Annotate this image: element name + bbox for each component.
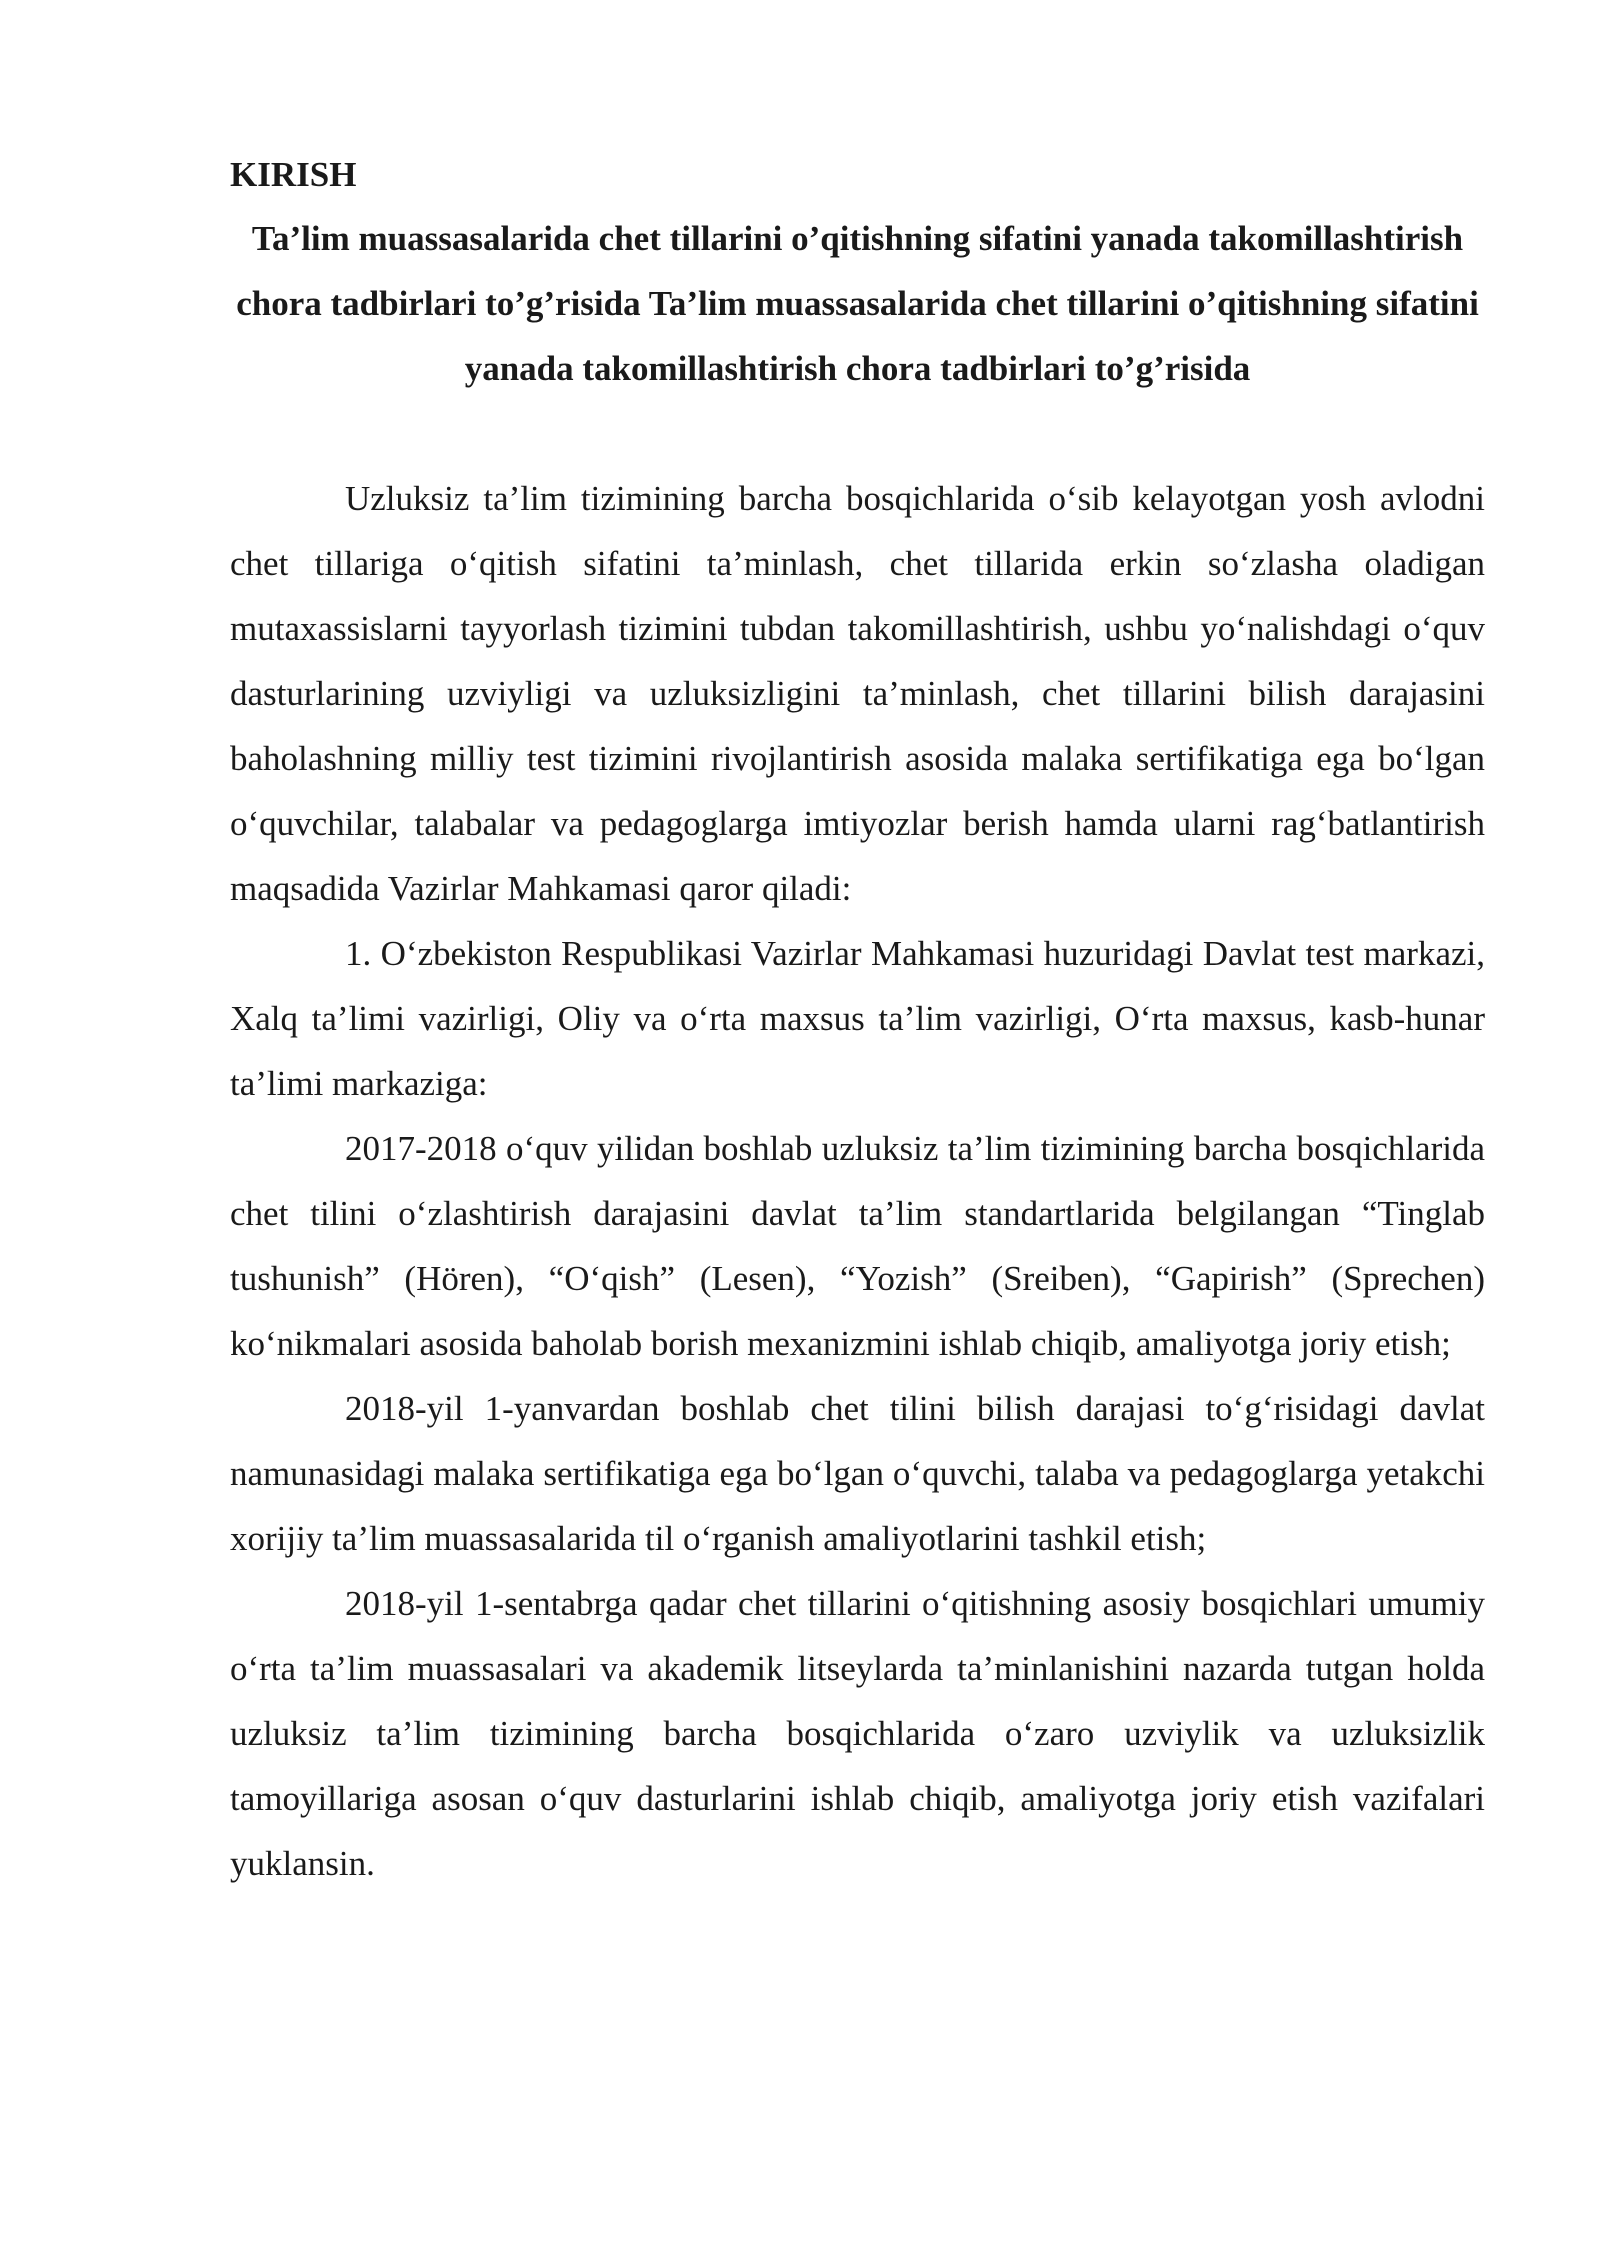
paragraph-preamble: Uzluksiz ta’lim tizimining barcha bosqichlarida oʻsib kelayotgan yosh avlodni chet tillariga oʻqitish sifatini ta’minlash, chet tillarida erkin soʻzlasha oladigan mutaxassislarni tayyorlash tizimini tubdan takomillashtirish, ushbu yoʻnalishdagi oʻquv dasturlarining uzviyligi va uzluksizligini ta’minlash, chet tillarini bilish darajasini baholashning milliy test tizimini rivojlantirish asosida malaka sertifikatiga ega boʻlgan oʻquvchilar, talabalar va pedagoglarga imtiyozlar berish hamda ularni ragʻbatlantirish maqsadida Vazirlar Mahkamasi qaror qiladi: xyxy=(230,479,1485,908)
paragraph-curriculum: 2018-yil 1-sentabrga qadar chet tillarini oʻqitishning asosiy bosqichlari umumiy oʻrta ta’lim muassasalari va akademik litseylarda ta’minlanishini nazarda tutgan holda uzluksiz ta’lim tizimining barcha bosqichlarida oʻzaro uzviylik va uzluksizlik tamoyillariga asosan oʻquv dasturlarini ishlab chiqib, amaliyotga joriy etish vazifalari yuklansin. xyxy=(230,1584,1485,1883)
paragraph-item-1: 1. Oʻzbekiston Respublikasi Vazirlar Mahkamasi huzuridagi Davlat test markazi, Xalq ta’limi vazirligi, Oliy va oʻrta maxsus ta’lim vazirligi, Oʻrta maxsus, kasb-hunar ta’limi markaziga: xyxy=(230,934,1485,1103)
document-page xyxy=(230,150,1485,1896)
section-heading: KIRISH xyxy=(230,155,357,194)
paragraph-assessment: 2017-2018 oʻquv yilidan boshlab uzluksiz ta’lim tizimining barcha bosqichlarida chet tilini oʻzlashtirish darajasini davlat ta’lim standartlarida belgilangan “Tinglab tushunish” (Hören), “Oʻqish” (Lesen), “Yozish” (Sreiben), “Gapirish” (Sprechen) koʻnikmalari asosida baholab borish mexanizmini ishlab chiqib, amaliyotga joriy etish; xyxy=(230,1129,1485,1363)
document-body xyxy=(230,466,1485,1896)
document-title: Ta’lim muassasalarida chet tillarini o’qitishning sifatini yanada takomillashtirish chora tadbirlari to’g’risida Ta’lim muassasalarida chet tillarini o’qitishning sifatini yanada takomillashtirish chora tadbirlari to’g’risida xyxy=(236,219,1479,388)
paragraph-certificate: 2018-yil 1-yanvardan boshlab chet tilini bilish darajasi toʻgʻrisidagi davlat namunasidagi malaka sertifikatiga ega boʻlgan oʻquvchi, talaba va pedagoglarga yetakchi xorijiy ta’lim muassasalarida til oʻrganish amaliyotlarini tashkil etish; xyxy=(230,1389,1485,1558)
